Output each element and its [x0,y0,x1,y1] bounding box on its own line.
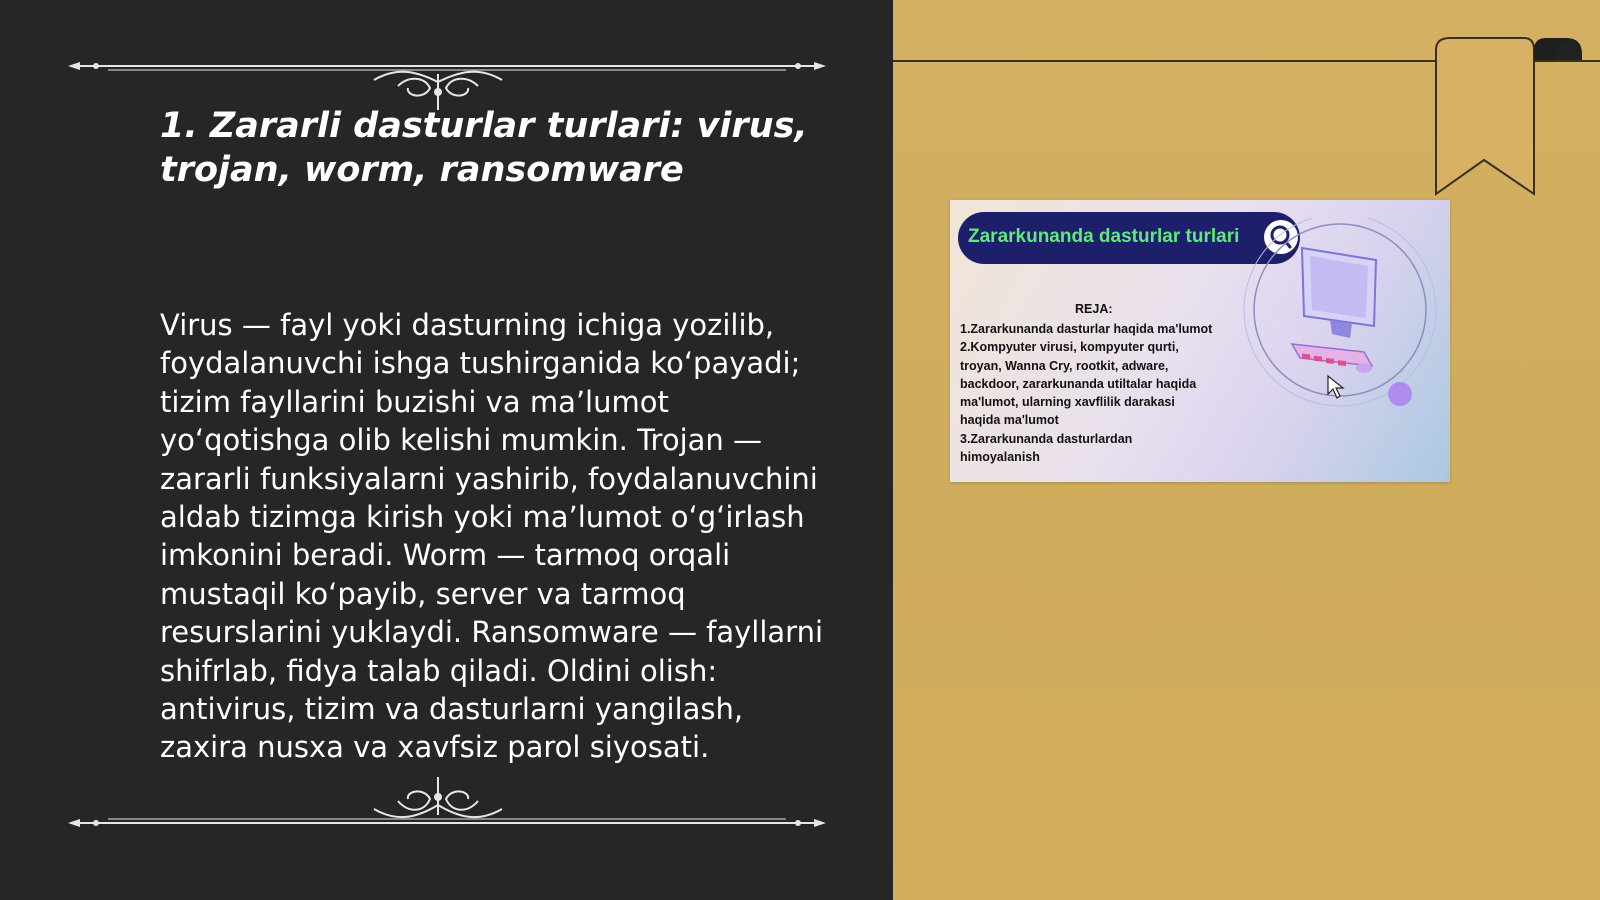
slide-thumbnail[interactable] [950,200,1450,482]
plan-item: 2.Kompyuter virusi, kompyuter qurti, troyan, Wanna Cry, rootkit, adware, backdoor, zararkunanda utiltalar haqida ma'lumot, ularning xavflilik darakasi haqida ma'lumot [960,340,1197,428]
bookmark-decoration [1434,36,1600,202]
thumbnail-plan-heading: REJA: [1075,302,1113,316]
plan-item: 3.Zararkunanda dasturlardan himoyalanish [960,431,1133,465]
plan-item: 1.Zararkunanda dasturlar haqida ma'lumot [960,322,1213,336]
slide-body-text: Virus — fayl yoki dasturning ichiga yozilib, foydalanuvchi ishga tushirganida koʻpayadi; tizim fayllarini buzishi va maʼlumot yoʻqotishga olib kelishi mumkin. Trojan — zararli funksiyalarni yashirib, foydalanuvchini aldab tizimga kirish yoki maʼlumot oʻgʻirlash imkonini beradi. Worm — tarmoq orqali mustaqil koʻpayib, server va tarmoq resurslarini yuklaydi. Ransomware — fayllarni shifrlab, fidya talab qiladi. Oldini olish: antivirus, tizim va dasturlarni yangilash, zaxira nusxa va xavfsiz parol siyosati. [160,308,824,765]
ornament-frame-top [68,52,826,112]
ornament-frame-bottom [68,775,826,835]
thumbnail-plan-list [960,320,1215,466]
slide-title: 1. Zararli dasturlar turlari: virus, trojan, worm, ransomware [160,106,808,190]
thumbnail-title: Zararkunanda dasturlar turlari [968,226,1240,247]
computer-icon [1240,218,1450,418]
